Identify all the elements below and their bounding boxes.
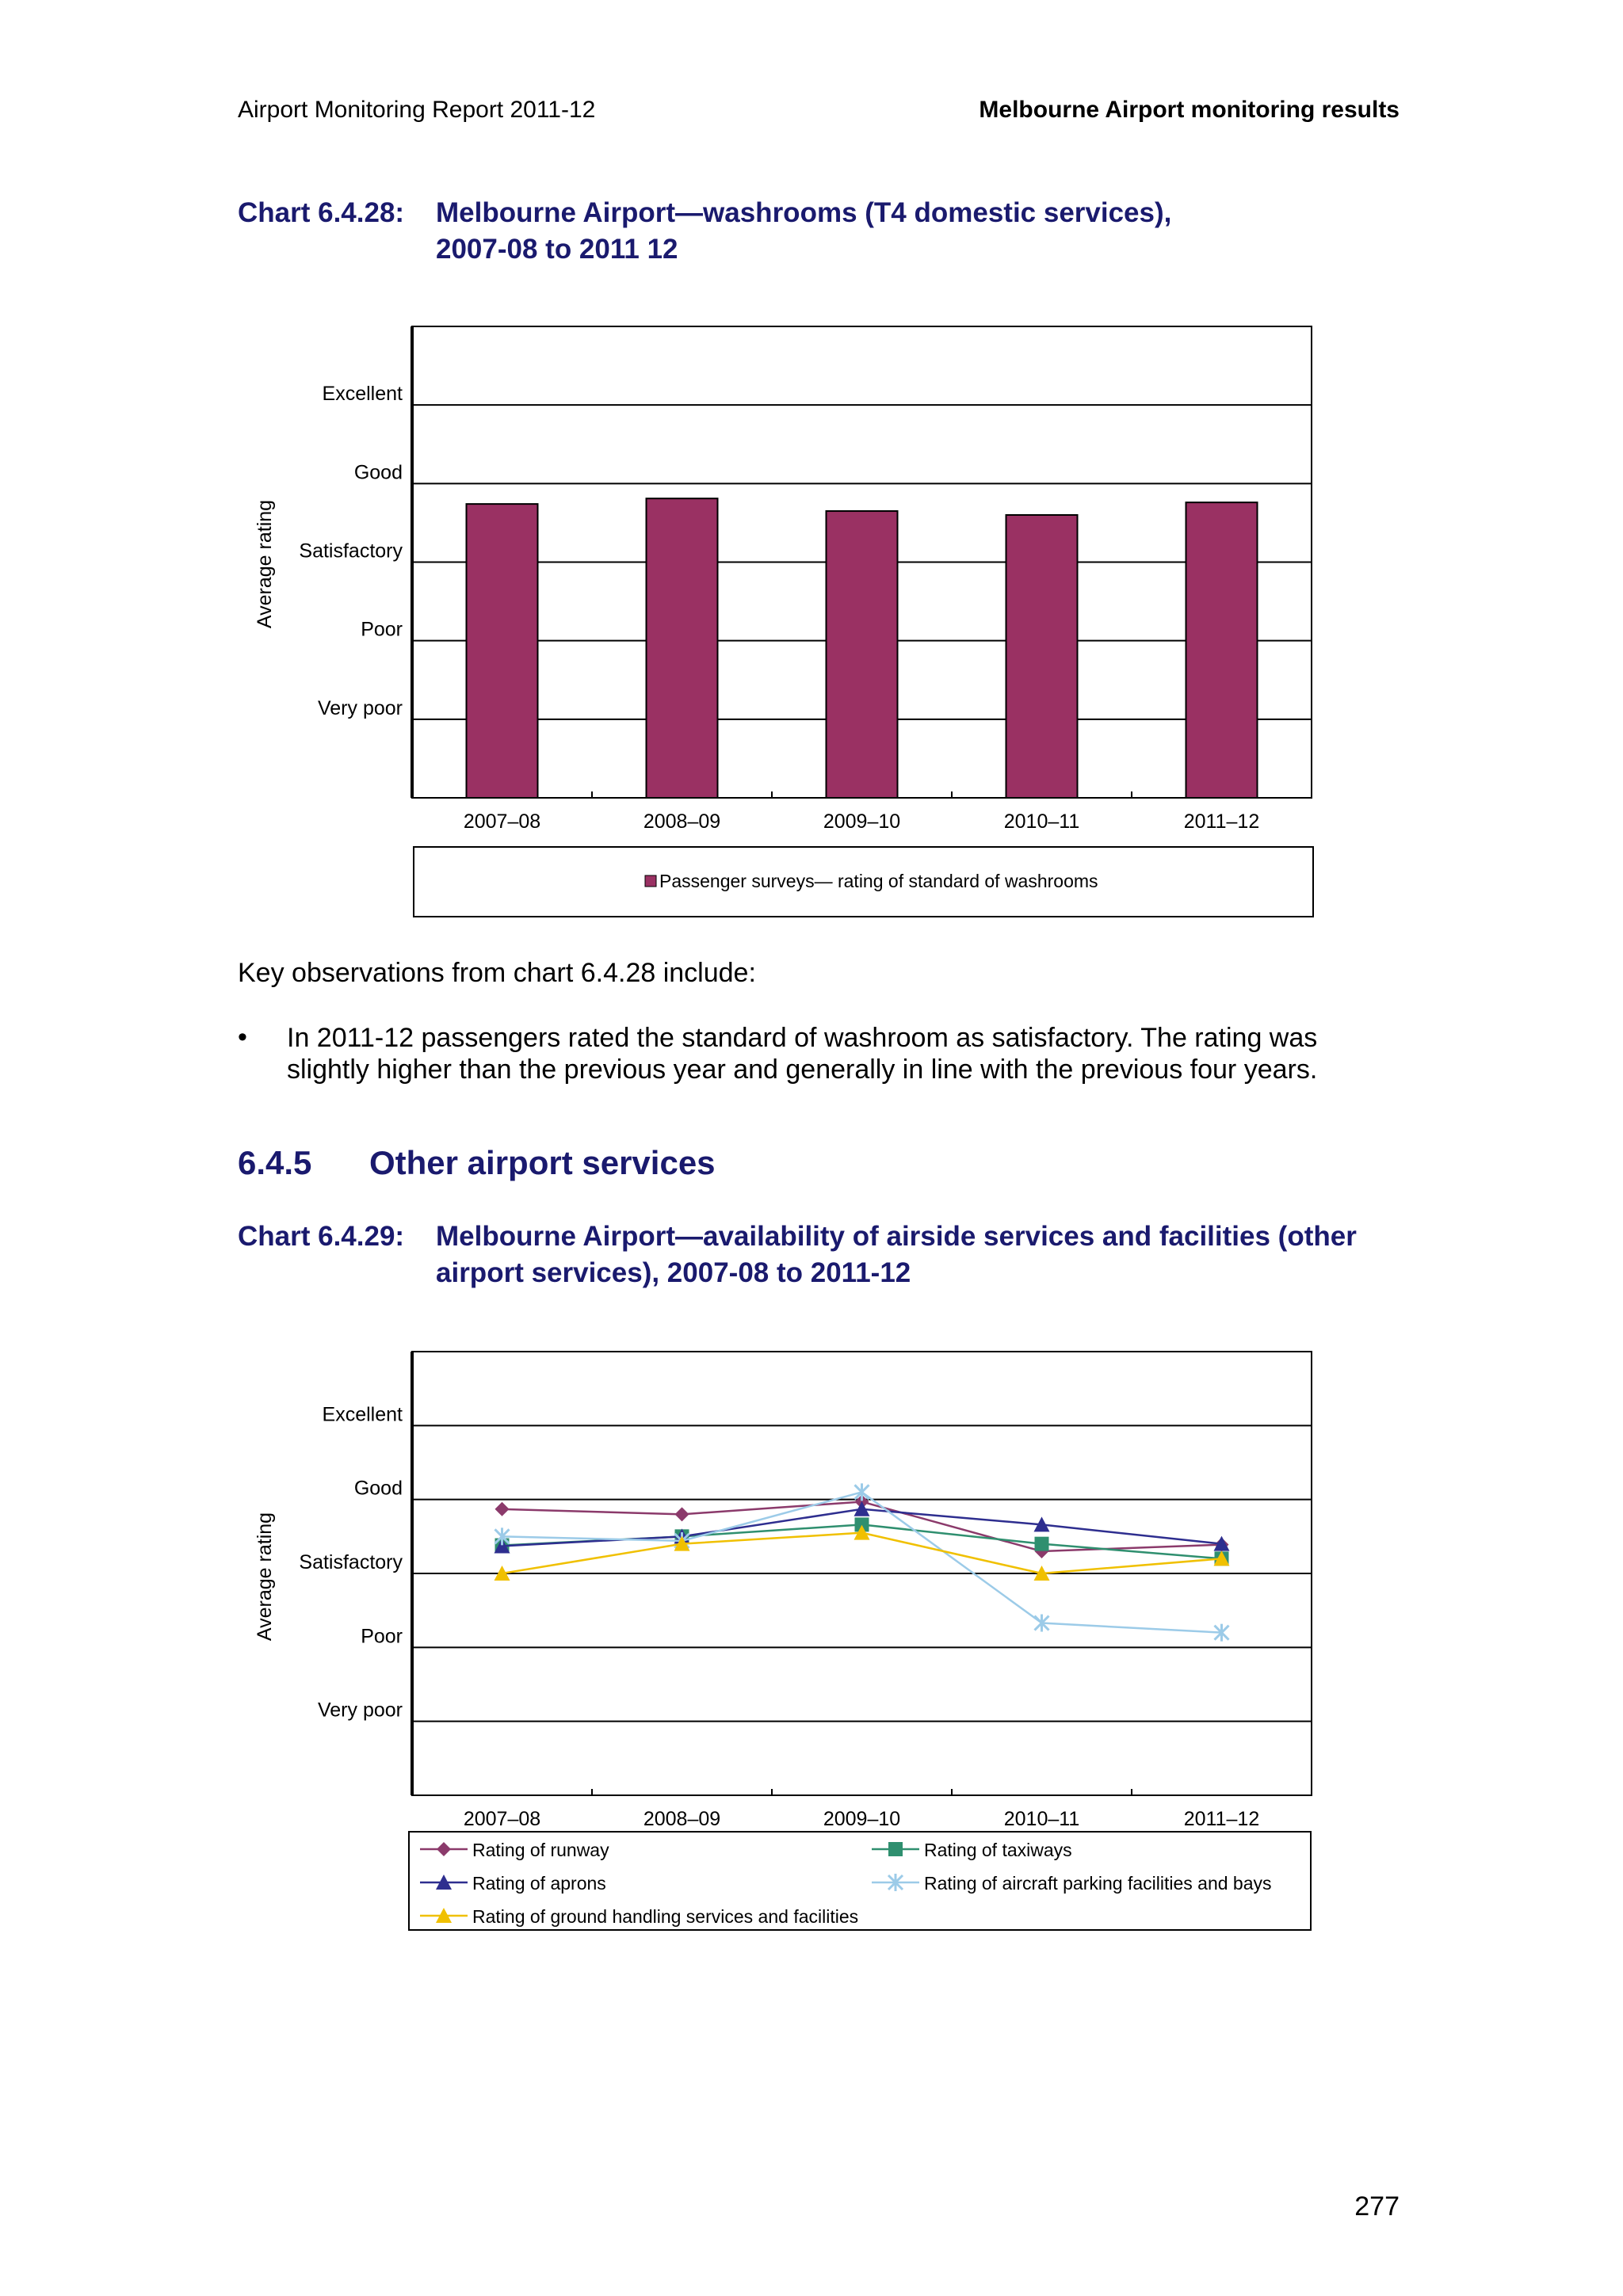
y-tick-label: Poor <box>361 1625 403 1648</box>
x-tick-label: 2008–09 <box>643 1808 721 1830</box>
legend-label: Rating of ground handling services and facilities <box>472 1906 859 1927</box>
data-point <box>1035 1537 1049 1551</box>
y-tick-label: Satisfactory <box>299 1551 403 1573</box>
observation-line1: In 2011-12 passengers rated the standard of washroom as satisfactory. The rating was <box>287 1023 1318 1053</box>
x-tick-label: 2007–08 <box>463 1808 541 1830</box>
observation-line2: slightly higher than the previous year and generally in line with the previous four years. <box>287 1055 1318 1085</box>
x-tick-label: 2010–11 <box>1003 1808 1080 1830</box>
x-tick-label: 2008–09 <box>643 810 721 833</box>
bar <box>647 498 718 798</box>
chart1-title-line2: 2007-08 to 2011 12 <box>436 234 678 265</box>
x-tick-label: 2011–12 <box>1183 810 1260 833</box>
observation-bullet <box>287 1022 1444 1085</box>
y-tick-label: Very poor <box>317 1699 403 1722</box>
bar <box>467 504 538 798</box>
section-title: Other airport services <box>369 1144 716 1181</box>
chart1-title-line1: Melbourne Airport—washrooms (T4 domestic services), <box>436 197 1172 228</box>
x-tick-label: 2007–08 <box>463 810 541 833</box>
legend-swatch <box>645 875 656 887</box>
report-title: Airport Monitoring Report 2011-12 <box>238 97 596 123</box>
y-tick-label: Excellent <box>322 1403 403 1426</box>
legend-label: Rating of runway <box>472 1840 609 1860</box>
bar <box>1186 502 1258 798</box>
legend-label: Passenger surveys— rating of standard of washrooms <box>659 871 1098 891</box>
y-tick-label: Excellent <box>322 383 403 406</box>
airside-services-line-chart <box>0 1268 1623 1949</box>
washrooms-bar-chart <box>0 0 1623 951</box>
page-number: 277 <box>1354 2191 1400 2222</box>
y-axis-label: Average rating <box>254 499 276 629</box>
legend-label: Rating of taxiways <box>924 1840 1072 1860</box>
chart2-title-line1: Melbourne Airport—availability of airside services and facilities (other <box>436 1221 1357 1252</box>
y-tick-label: Very poor <box>317 696 403 719</box>
y-tick-label: Good <box>353 461 403 484</box>
legend-label: Rating of aircraft parking facilities and bays <box>924 1873 1272 1894</box>
legend-marker <box>888 1842 903 1856</box>
bullet-icon: • <box>238 1022 247 1052</box>
y-tick-label: Poor <box>361 618 403 641</box>
y-axis-label: Average rating <box>254 1512 276 1642</box>
x-tick-label: 2010–11 <box>1003 810 1080 833</box>
bar <box>1006 515 1078 798</box>
x-tick-label: 2011–12 <box>1183 1808 1260 1830</box>
chart2-number: Chart 6.4.29: <box>238 1221 405 1252</box>
section-number: 6.4.5 <box>238 1144 312 1181</box>
y-tick-label: Good <box>353 1477 403 1500</box>
x-tick-label: 2009–10 <box>823 810 901 833</box>
y-tick-label: Satisfactory <box>299 540 403 563</box>
section-header: Melbourne Airport monitoring results <box>979 97 1400 123</box>
chart2-title-line2: airport services), 2007-08 to 2011-12 <box>436 1257 911 1288</box>
legend-label: Rating of aprons <box>472 1873 606 1894</box>
bar <box>827 511 898 798</box>
chart1-number: Chart 6.4.28: <box>238 197 405 228</box>
observations-intro: Key observations from chart 6.4.28 include: <box>238 958 756 988</box>
x-tick-label: 2009–10 <box>823 1808 901 1830</box>
